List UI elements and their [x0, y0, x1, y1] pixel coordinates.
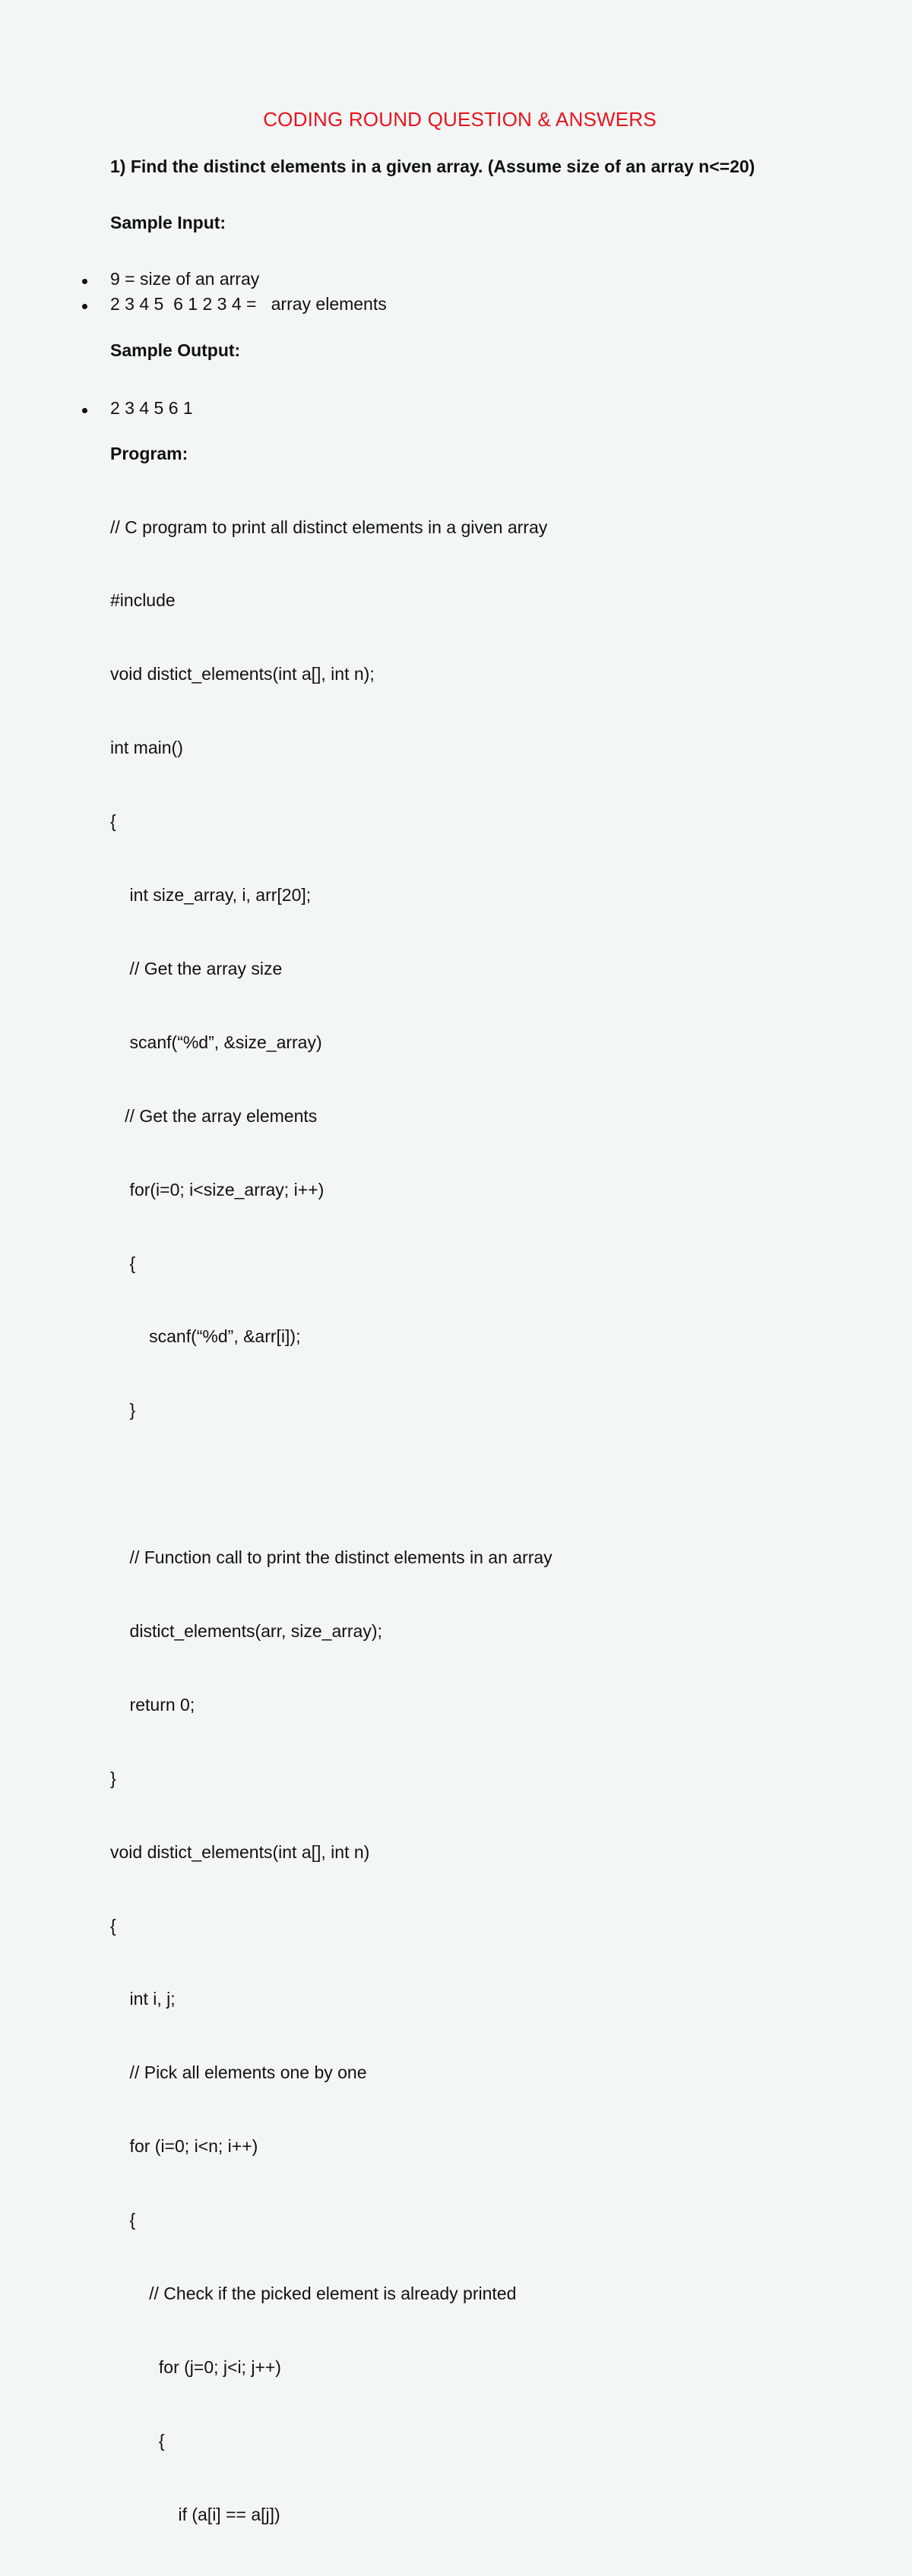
code-line: void distict_elements(int a[], int n); [110, 664, 375, 684]
code-line: // Function call to print the distinct elements in an array [110, 1547, 553, 1568]
code-line: // C program to print all distinct elements in a given array [110, 517, 548, 537]
question-heading: 1) Find the distinct elements in a given array. (Assume size of an array n<=20) [110, 156, 755, 176]
code-line: if (a[i] == a[j]) [110, 2504, 280, 2524]
code-block [110, 466, 553, 2576]
sample-output-list [0, 398, 193, 423]
code-line: void distict_elements(int a[], int n) [110, 1841, 370, 1862]
bullet-icon [82, 279, 87, 284]
list-item [0, 269, 260, 294]
sample-output-item: 2 3 4 5 6 1 [110, 398, 193, 418]
sample-output-label: Sample Output: [110, 340, 241, 360]
code-line [110, 1471, 553, 1496]
code-line: int i, j; [110, 1989, 176, 2009]
list-item [0, 294, 387, 319]
code-line: // Pick all elements one by one [110, 2062, 367, 2083]
page-title: CODING ROUND QUESTION & ANSWERS [263, 108, 657, 131]
code-line: { [110, 1915, 116, 1936]
code-line: { [110, 2430, 165, 2451]
code-line: { [110, 1253, 136, 1273]
code-line: int size_array, i, arr[20]; [110, 885, 312, 906]
code-line: // Get the array elements [110, 1105, 318, 1126]
code-line: for (j=0; j<i; j++) [110, 2356, 281, 2377]
code-line: scanf(“%d”, &size_array) [110, 1032, 322, 1052]
code-line: for (i=0; i<n; i++) [110, 2136, 258, 2157]
sample-input-list [0, 269, 387, 319]
list-item [0, 398, 193, 423]
code-line: } [110, 1768, 116, 1788]
code-line: // Get the array size [110, 958, 283, 978]
code-line: scanf(“%d”, &arr[i]); [110, 1326, 301, 1347]
code-line: distict_elements(arr, size_array); [110, 1620, 382, 1641]
bullet-icon [82, 304, 87, 309]
program-label: Program: [110, 444, 188, 463]
sample-input-item: 2 3 4 5 6 1 2 3 4 = array elements [110, 294, 387, 314]
code-line: } [110, 1400, 136, 1421]
code-line: return 0; [110, 1694, 195, 1715]
code-line: for(i=0; i<size_array; i++) [110, 1179, 325, 1199]
code-line: // Check if the picked element is already printed [110, 2283, 517, 2303]
bullet-icon [82, 408, 87, 413]
code-line: int main() [110, 738, 183, 758]
sample-input-item: 9 = size of an array [110, 269, 260, 289]
code-line: { [110, 811, 116, 832]
code-line: #include [110, 590, 176, 611]
sample-input-label: Sample Input: [110, 213, 226, 232]
code-line: { [110, 2210, 136, 2230]
